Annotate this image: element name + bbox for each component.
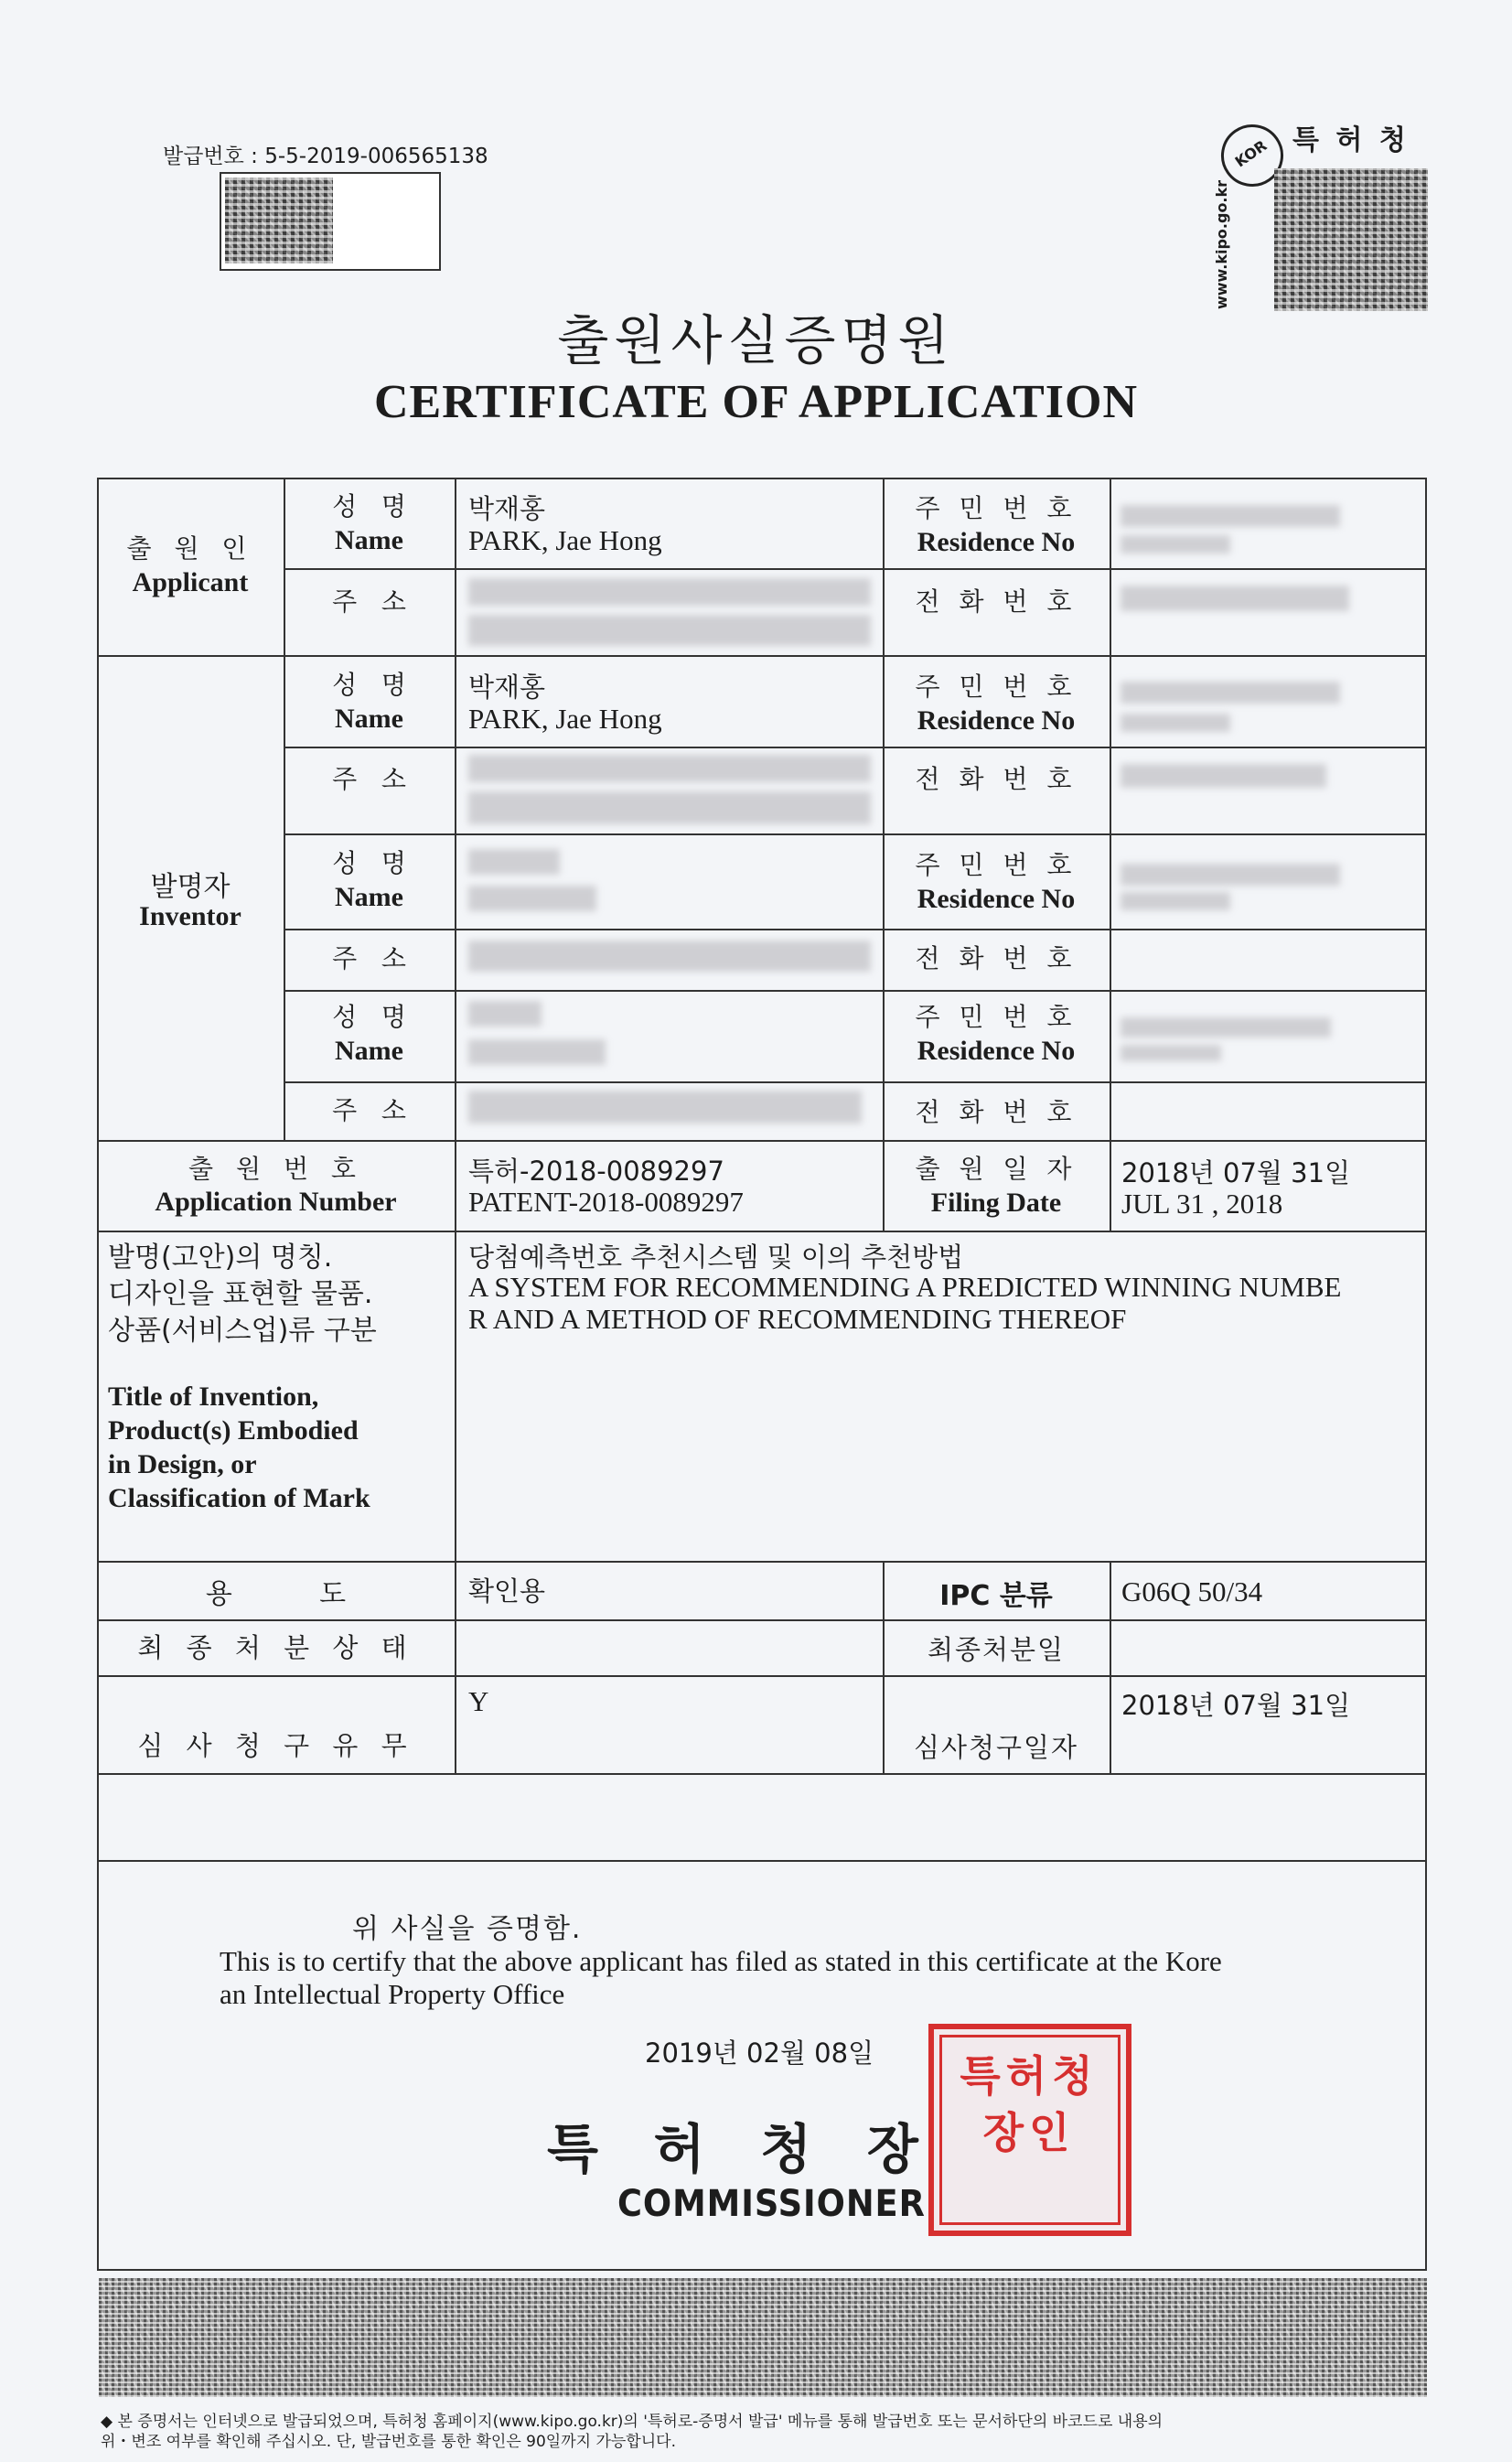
- redacted-address: [468, 791, 871, 824]
- residence-label-kr: 주 민 번 호: [915, 493, 1078, 523]
- title-label-kr-2: 디자인을 표현할 물품.: [108, 1278, 373, 1310]
- address-label-kr: 주 소: [332, 764, 406, 794]
- redacted-address: [468, 578, 871, 606]
- app-number-kr: 특허-2018-0089297: [468, 1156, 724, 1187]
- purpose-label: 용 도: [205, 1578, 347, 1610]
- footer-note-2: 위・변조 여부를 확인해 주십시오. 단, 발급번호를 통한 확인은 90일까지 가능합니다.: [101, 2433, 676, 2451]
- redacted-address: [468, 941, 871, 972]
- applicant-label-kr: 출 원 인: [126, 533, 254, 564]
- certify-statement-en-2: an Intellectual Property Office: [220, 1978, 565, 2010]
- col-divider: [1110, 1140, 1111, 1231]
- kipo-logo: [1213, 117, 1441, 310]
- col-divider: [455, 478, 456, 1140]
- redacted-name: [468, 849, 560, 875]
- certify-statement-en: [220, 1945, 1222, 2011]
- phone-label-kr: 전 화 번 호: [915, 1097, 1078, 1127]
- agency-name: 특 허 청: [1292, 124, 1410, 156]
- redacted-residence: [1121, 682, 1340, 704]
- title-label-kr-1: 발명(고안)의 명칭.: [108, 1242, 333, 1274]
- title-label-en-1: Title of Invention,: [108, 1382, 319, 1412]
- filing-date-en: JUL 31 , 2018: [1121, 1188, 1283, 1220]
- ipc-value: G06Q 50/34: [1121, 1575, 1263, 1607]
- certify-statement-kr: 위 사실을 증명함.: [352, 1913, 583, 1945]
- residence-label-kr: 주 민 번 호: [915, 1002, 1078, 1032]
- inventor-label-en: Inventor: [139, 901, 241, 931]
- address-label-kr: 주 소: [332, 943, 406, 973]
- name-label-kr: 성 명: [332, 848, 406, 878]
- name-label-en: Name: [335, 882, 403, 912]
- filing-date-label-kr: 출 원 일 자: [915, 1154, 1078, 1184]
- invention-title-en: [468, 1271, 1341, 1335]
- address-label-kr: 주 소: [332, 1095, 406, 1125]
- applicant-name-kr: 박재홍: [468, 493, 546, 524]
- agency-url: www.kipo.go.kr: [1213, 179, 1231, 310]
- col-divider: [455, 1231, 456, 1561]
- final-status-label: 최 종 처 분 상 태: [137, 1632, 414, 1663]
- phone-label-kr: 전 화 번 호: [915, 943, 1078, 973]
- title-label-en-2: Product(s) Embodied: [108, 1415, 359, 1446]
- certify-statement-en-1: This is to certify that the above applicant has filed as stated in this certificate at the Kore: [220, 1945, 1222, 1977]
- redacted-residence: [1121, 535, 1230, 554]
- row-divider: [97, 1860, 1427, 1862]
- commissioner-title-en: COMMISSIONER: [617, 2183, 926, 2225]
- kor-badge: KOR: [1209, 113, 1296, 199]
- invention-title-labels-kr: [108, 1240, 377, 1349]
- residence-label-en: Residence No: [917, 705, 1076, 736]
- certify-date: 2019년 02월 08일: [645, 2037, 874, 2069]
- invention-title-kr: 당첨예측번호 추천시스템 및 이의 추천방법: [468, 1242, 964, 1273]
- redacted-residence: [1121, 892, 1230, 910]
- redacted-name: [468, 1039, 606, 1065]
- final-date-label: 최종처분일: [927, 1634, 1066, 1665]
- redacted-address: [468, 615, 871, 646]
- redacted-residence: [1121, 1045, 1221, 1061]
- row-divider: [97, 1619, 1427, 1621]
- redacted-residence: [1121, 714, 1230, 732]
- title-korean: 출원사실증명원: [557, 309, 955, 371]
- residence-label-kr: 주 민 번 호: [915, 850, 1078, 880]
- purpose-value: 확인용: [468, 1575, 546, 1607]
- invention-title-labels-en: [108, 1380, 370, 1515]
- issue-number: 발급번호 : 5-5-2019-006565138: [163, 145, 488, 168]
- title-label-kr-3: 상품(서비스업)류 구분: [108, 1315, 377, 1347]
- name-label-kr: 성 명: [332, 1002, 406, 1032]
- residence-label-en: Residence No: [917, 527, 1076, 557]
- commissioner-title-kr: 특 허 청 장: [547, 2118, 918, 2180]
- title-label-en-4: Classification of Mark: [108, 1483, 370, 1513]
- redacted-phone: [1121, 764, 1326, 788]
- footer-note-1: ◆ 본 증명서는 인터넷으로 발급되었으며, 특허청 홈페이지(www.kipo.go.kr)의 '특허로-증명서 발급' 메뉴를 통해 발급번호 또는 문서하단의 바코드로 내용의: [101, 2413, 1163, 2431]
- applicant-label-en: Applicant: [132, 567, 249, 597]
- title-english: CERTIFICATE OF APPLICATION: [373, 376, 1139, 428]
- name-label-kr: 성 명: [332, 670, 406, 700]
- exam-request-label: 심 사 청 구 유 무: [137, 1730, 414, 1761]
- redacted-phone: [1121, 586, 1349, 611]
- col-divider: [455, 1561, 456, 1773]
- inventor-name-en: PARK, Jae Hong: [468, 703, 662, 735]
- address-label-kr: 주 소: [332, 586, 406, 617]
- row-divider: [97, 1675, 1427, 1677]
- ipc-label: IPC 분류: [939, 1580, 1053, 1612]
- redacted-address: [468, 1091, 862, 1123]
- name-label-en: Name: [335, 1036, 403, 1066]
- col-divider: [1110, 1561, 1111, 1773]
- barcode-image: [225, 177, 333, 263]
- row-divider: [97, 655, 1427, 657]
- app-number-label-kr: 출 원 번 호: [188, 1154, 363, 1184]
- exam-request-date-label: 심사청구일자: [913, 1732, 1079, 1763]
- col-divider: [455, 1140, 456, 1231]
- row-divider: [97, 1773, 1427, 1775]
- name-label-en: Name: [335, 704, 403, 734]
- document-barcode-strip: [99, 2278, 1427, 2397]
- official-seal-icon: [928, 2024, 1131, 2236]
- invention-title-en-1: A SYSTEM FOR RECOMMENDING A PREDICTED WINNING NUMBE: [468, 1271, 1342, 1303]
- phone-label-kr: 전 화 번 호: [915, 764, 1078, 794]
- redacted-residence: [1121, 1017, 1331, 1037]
- redacted-address: [468, 755, 871, 782]
- residence-label-en: Residence No: [917, 1036, 1076, 1066]
- residence-label-en: Residence No: [917, 884, 1076, 914]
- applicant-name-en: PARK, Jae Hong: [468, 524, 662, 556]
- row-divider: [97, 1561, 1427, 1563]
- residence-label-kr: 주 민 번 호: [915, 672, 1078, 702]
- name-label-kr: 성 명: [332, 491, 406, 521]
- footer-note: [101, 2412, 1163, 2452]
- seal-text: 특허청장인: [960, 2051, 1099, 2157]
- filing-date-label-en: Filing Date: [930, 1188, 1062, 1218]
- inventor-label-kr: 발명자: [150, 871, 231, 903]
- filing-date-kr: 2018년 07월 31일: [1121, 1157, 1351, 1188]
- redacted-name: [468, 1001, 542, 1027]
- exam-request-value: Y: [468, 1685, 489, 1717]
- redacted-name: [468, 886, 596, 911]
- row-divider: [97, 1231, 1427, 1232]
- barcode-box: [220, 172, 441, 271]
- phone-label-kr: 전 화 번 호: [915, 586, 1078, 617]
- inventor-name-kr: 박재홍: [468, 672, 546, 703]
- app-number-en: PATENT-2018-0089297: [468, 1186, 744, 1218]
- redacted-residence: [1121, 864, 1340, 886]
- row-divider: [97, 1140, 1427, 1142]
- exam-request-date: 2018년 07월 31일: [1121, 1690, 1351, 1721]
- title-label-en-3: in Design, or: [108, 1449, 257, 1479]
- invention-title-en-2: R AND A METHOD OF RECOMMENDING THEREOF: [468, 1303, 1127, 1335]
- col-divider: [1110, 478, 1111, 1140]
- app-number-label-en: Application Number: [155, 1187, 397, 1217]
- qr-code-icon: [1274, 168, 1428, 311]
- redacted-residence: [1121, 505, 1340, 527]
- name-label-en: Name: [335, 525, 403, 555]
